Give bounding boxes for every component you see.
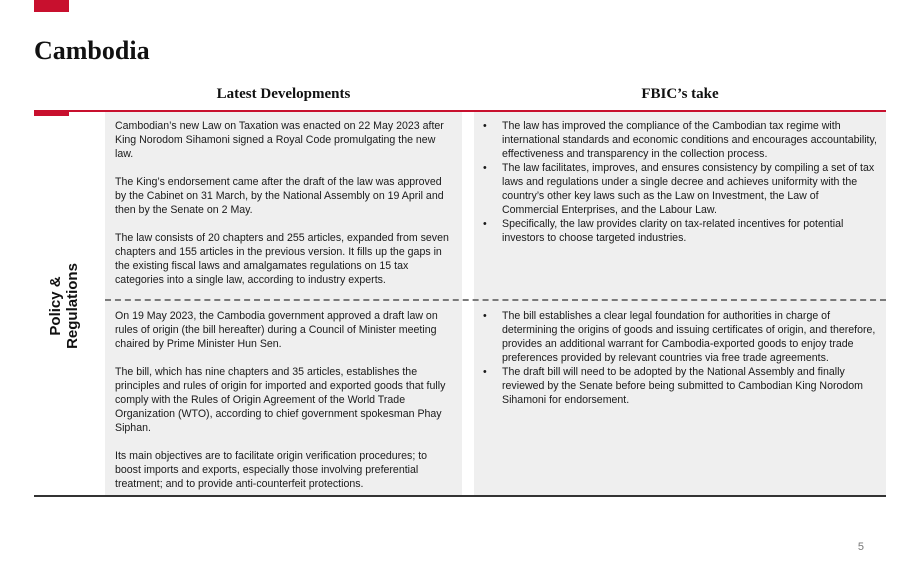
paragraph: The King’s endorsement came after the draft of the law was approved by the Cabinet on 31 March, by the National Assembly on 19 April and then by the Senate on 2 May. xyxy=(115,176,444,216)
bullet-text: Specifically, the law provides clarity on tax-related incentives for potential investors to choose targeted industries. xyxy=(502,218,844,244)
row2-latest-developments xyxy=(115,309,455,491)
bullet-text: The law facilitates, improves, and ensures consistency by compiling a set of tax laws and regulations under a single decree and achieves uniformity with the country’s other key laws such as the Law on Investment, the Law of Commercial Enterprises, and the Labour Law. xyxy=(502,162,875,216)
row-divider-dashed xyxy=(105,299,886,301)
bullet-text: The law has improved the compliance of the Cambodian tax regime with international standards and economic conditions and encourages accountability, effectiveness and transparency in the collection process. xyxy=(502,120,877,160)
row2-fbic-take-list xyxy=(483,309,878,407)
column-header-fbic-take: FBIC’s take xyxy=(641,86,719,102)
list-item xyxy=(483,119,878,161)
paragraph: On 19 May 2023, the Cambodia government approved a draft law on rules of origin (the bill hereafter) during a Council of Minister meeting chaired by Prime Minister Hun Sen. xyxy=(115,310,438,350)
list-item xyxy=(483,365,878,407)
list-item xyxy=(483,217,878,245)
paragraph: The bill, which has nine chapters and 35 articles, establishes the principles and rules of origin for imported and exported goods that fully comply with the Rules of Origin Agreement of the World Trade Organization (WTO), according to chief government spokesman Phay Siphan. xyxy=(115,366,446,434)
paragraph: Cambodian’s new Law on Taxation was enacted on 22 May 2023 after King Norodom Sihamoni signed a Royal Code promulgating the new law. xyxy=(115,120,444,160)
paragraph: The law consists of 20 chapters and 255 articles, expanded from seven chapters and 155 articles in the previous version. It fills up the gaps in the existing fiscal laws and amalgamates regulations on 15 tax categories into a single law, according to industry experts. xyxy=(115,232,449,286)
row-label-text: Policy & Regulations xyxy=(47,263,81,349)
bullet-text: The draft bill will need to be adopted by the National Assembly and finally reviewed by the Senate before being submitted to Cambodian King Norodom Sihamoni for endorsement. xyxy=(502,366,863,406)
bullet-icon: • xyxy=(483,366,487,378)
column-header-latest-developments: Latest Developments xyxy=(216,86,351,102)
row-label-policy-regulations xyxy=(34,116,94,496)
list-item xyxy=(483,161,878,217)
paragraph: Its main objectives are to facilitate origin verification procedures; to boost imports and exports, especially those involving preferential treatment; and to provide anti-counterfeit protections. xyxy=(115,450,428,490)
row1-latest-developments xyxy=(115,119,455,287)
bullet-icon: • xyxy=(483,120,487,132)
table-bottom-border xyxy=(34,495,886,497)
page-number: 5 xyxy=(857,541,864,553)
top-accent-bar xyxy=(34,0,69,12)
row1-fbic-take-list xyxy=(483,119,878,245)
bullet-icon: • xyxy=(483,162,487,174)
list-item xyxy=(483,309,878,365)
bullet-text: The bill establishes a clear legal foundation for authorities in charge of determining the origins of goods and issuing certificates of origin, and therefore, provides an additional warrant for Cambodia-exported goods to enjoy trade preferences provided by relevant countries via free trade agreements. xyxy=(502,310,876,364)
page-title: Cambodia xyxy=(34,36,150,65)
bullet-icon: • xyxy=(483,218,487,230)
header-divider xyxy=(34,110,886,112)
bullet-icon: • xyxy=(483,310,487,322)
